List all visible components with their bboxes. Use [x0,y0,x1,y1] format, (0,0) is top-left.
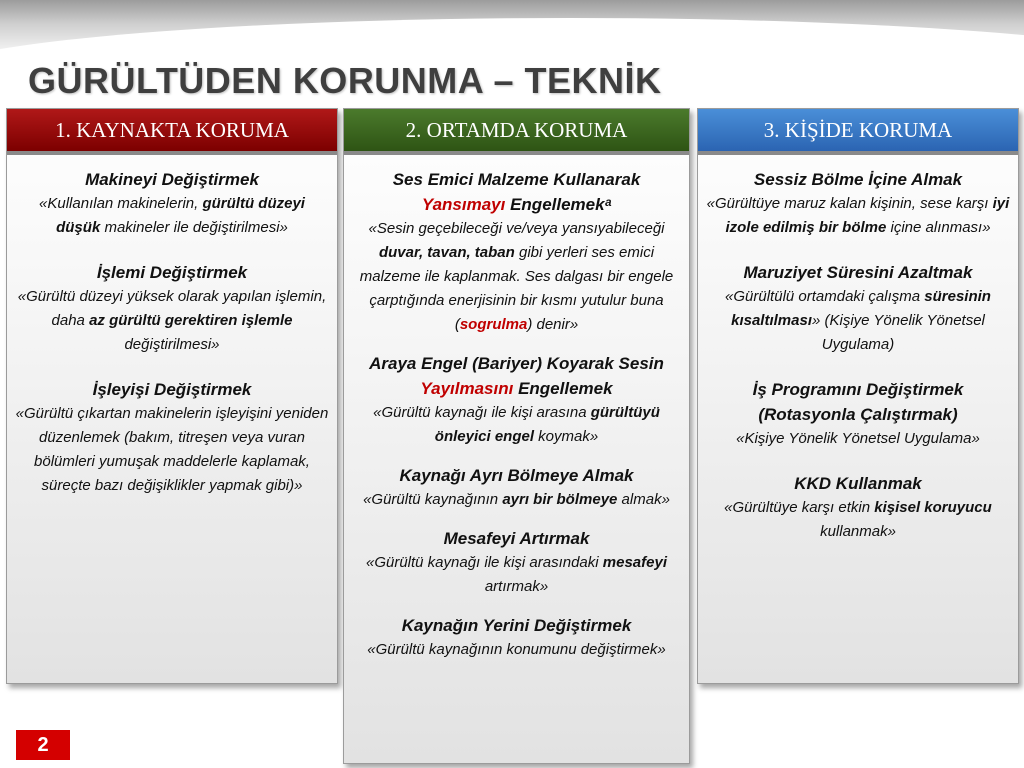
measure-description [352,488,681,512]
measure-description-run: «Gürültü kaynağının [363,491,503,508]
measure-title: KKD Kullanmak [794,474,922,493]
column-body [698,155,1018,544]
measure-description-run: «Gürültü kaynağı ile kişi arasındaki [365,554,603,571]
measure-description-run: koymak» [534,428,599,445]
measure-description [706,192,1010,240]
measure-title-run: Araya Engel (Bariyer) Koyarak Sesin [369,354,664,373]
measure-description [706,496,1010,544]
measure-description-run: değiştirilmesi» [124,336,220,353]
measure-title-run: Engellemekᵃ [505,195,612,214]
measure-description [15,402,329,498]
measure-title: İşlemi Değiştirmek [96,263,248,282]
measure-description-run: «Gürültü kaynağının konumunu değiştirmek» [367,641,666,658]
measure-description-run: az gürültü gerektiren işlemle [89,312,293,329]
measure-description-run: » (Kişiye Yönelik Yönetsel Uygulama) [812,312,985,353]
measure-description-run: ) denir» [527,316,579,333]
measure-title-run: Engellemek [513,379,613,398]
measure-item [352,351,681,449]
measure-description-run: almak» [617,491,670,508]
measure-description-run: mesafeyi [602,554,667,571]
measure-item [15,167,329,240]
measure-description-run: «Gürültü düzeyi yüksek olarak yapılan işlemin, daha [17,288,327,329]
measure-description-run: gibi yerleri ses emici malzeme ile kaplanmak. Ses dalgası bir engele çarptığında enerjisinin bir kısmı yutulur buna ( [359,244,674,333]
page-number: 2 [16,730,70,760]
measure-description-run: süresinin kısaltılması [731,288,991,329]
measure-description-run: artırmak» [484,578,549,595]
measure-description-run: «Gürültü çıkartan makinelerin işleyişini yeniden düzenlemek (bakım, titreşen veya vuran bölümleri yumuşak maddelerle kaplamak, süreçte bazı değişiklikler yapmak gibi)» [15,405,329,494]
measure-description-run: iyi izole edilmiş bir bölme [725,195,1010,236]
measure-item [706,167,1010,240]
measure-item [352,613,681,662]
measure-description-run: «Kullanılan makinelerin, [39,195,203,212]
measure-description-run: sogrulma [459,316,528,333]
measure-title-run: Yayılmasını [420,379,514,398]
measure-description [352,217,681,337]
measure-title [352,351,681,401]
measure-description [352,401,681,449]
measure-description [15,192,329,240]
measure-title: Sessiz Bölme İçine Almak [753,170,963,189]
measure-title: Makineyi Değiştirmek [85,170,259,189]
measure-item [15,377,329,498]
measure-description [352,551,681,599]
measure-description-run: gürültüyü önleyici engel [434,404,660,445]
measure-description-run: gürültü düzeyi düşük [56,195,305,236]
measure-description-run: duvar, tavan, taban [378,244,515,261]
measure-item [706,471,1010,544]
measure-description-run: makineler ile değiştirilmesi» [100,219,288,236]
measure-description [706,285,1010,357]
measure-title: Kaynağın Yerini Değiştirmek [401,616,632,635]
measure-description [352,638,681,662]
measure-item [706,260,1010,357]
column-body [344,155,689,662]
column-environment-protection [343,108,690,764]
measure-item [706,377,1010,451]
measure-title: İş Programını Değiştirmek (Rotasyonla Çalıştırmak) [752,380,964,424]
column-header: 3. KİŞİDE KORUMA [698,109,1018,155]
measure-description-run: kullanmak» [820,523,896,540]
slide-title: GÜRÜLTÜDEN KORUNMA – TEKNİK [28,60,662,101]
measure-description-run: «Gürültüye karşı etkin [724,499,875,516]
measure-description-run: «Gürültü kaynağı ile kişi arasına [373,404,591,421]
column-header: 2. ORTAMDA KORUMA [344,109,689,155]
measure-item [352,526,681,599]
column-person-protection [697,108,1019,684]
measure-title-run: Yansımayı [421,195,506,214]
measure-description [706,427,1010,451]
measure-title: İşleyişi Değiştirmek [92,380,252,399]
measure-title [352,167,681,217]
measure-description-run: ayrı bir bölmeye [502,491,618,508]
column-header: 1. KAYNAKTA KORUMA [7,109,337,155]
measure-description-run: «Sesin geçebileceği ve/veya yansıyabileceği [368,220,665,237]
measure-description-run: «Gürültüye maruz kalan kişinin, sese karşı [706,195,993,212]
measure-title: Mesafeyi Artırmak [443,529,590,548]
measure-title-run: Ses Emici Malzeme Kullanarak [392,170,641,189]
measure-description-run: kişisel koruyucu [874,499,992,516]
measure-description [15,285,329,357]
measure-description-run: «Kişiye Yönelik Yönetsel Uygulama» [736,430,980,447]
measure-title: Kaynağı Ayrı Bölmeye Almak [399,466,634,485]
measure-description-run: içine alınması» [886,219,991,236]
measure-description-run: «Gürültülü ortamdaki çalışma [725,288,925,305]
measure-title: Maruziyet Süresini Azaltmak [743,263,973,282]
column-body [7,155,337,498]
column-source-protection [6,108,338,684]
measure-item [15,260,329,357]
measure-item [352,167,681,337]
measure-item [352,463,681,512]
